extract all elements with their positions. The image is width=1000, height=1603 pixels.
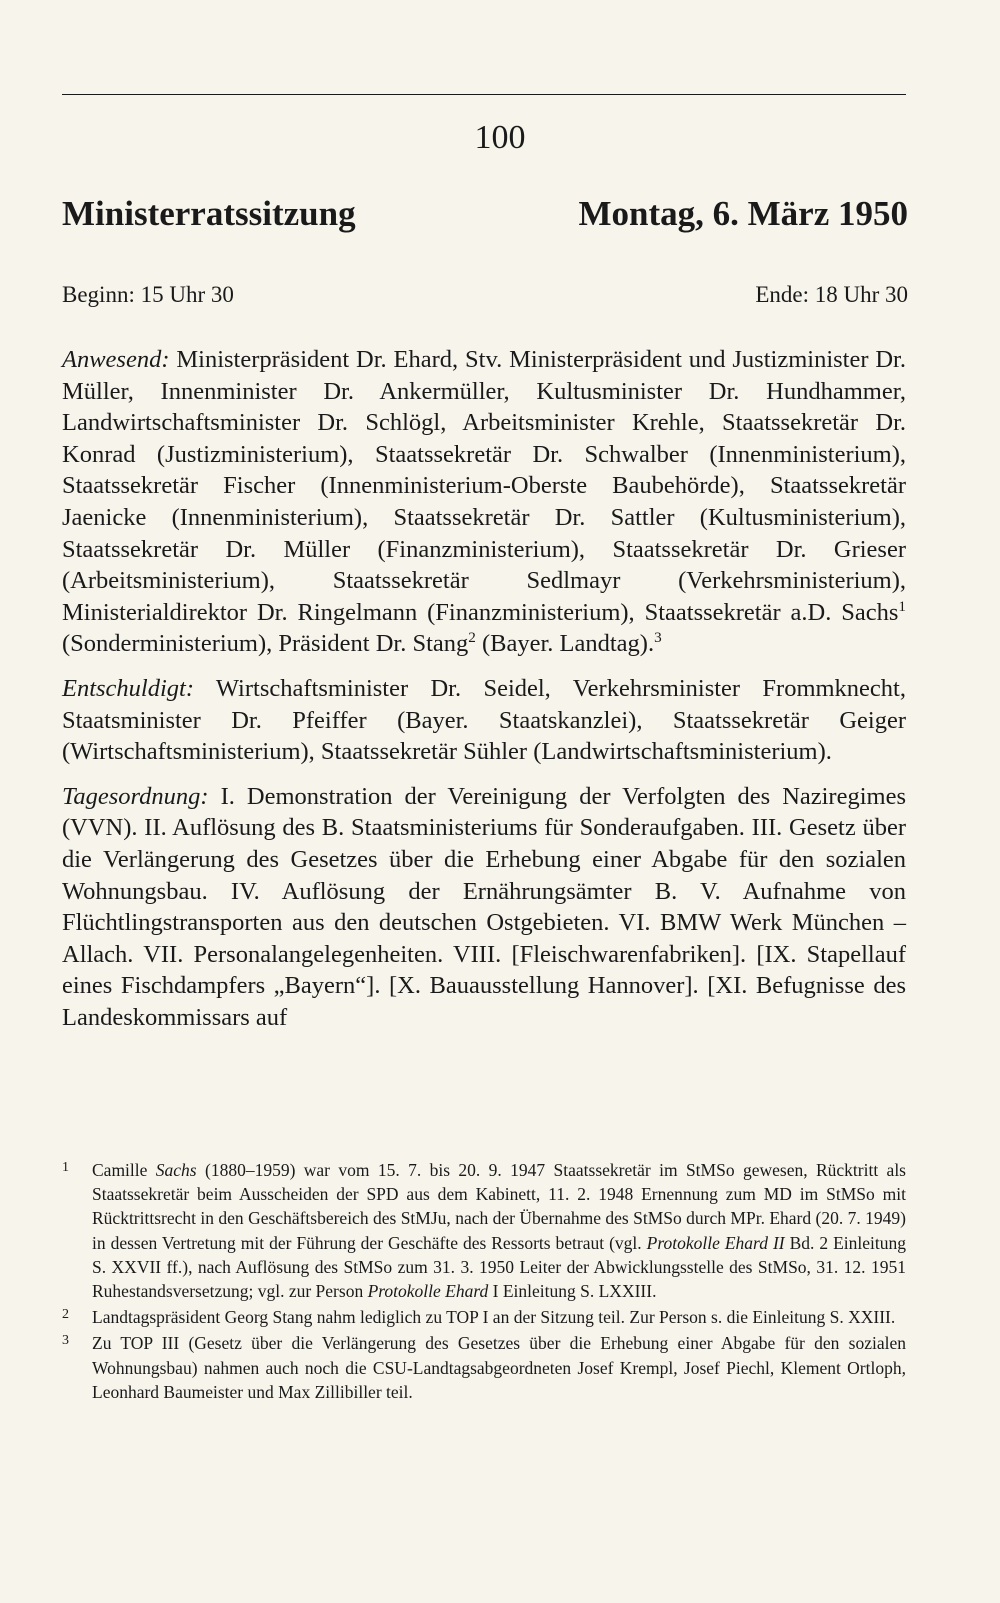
agenda-paragraph — [62, 781, 906, 1034]
footnote-part: Landtagspräsident Georg Stang nahm lediglich zu TOP I an der Sitzung teil. Zur Person s. die Einleitung S. XXIII. — [92, 1307, 896, 1328]
attendance-text-3: (Bayer. Landtag). — [475, 630, 655, 658]
agenda-text: I. Demonstration der Vereinigung der Verfolgten des Naziregimes (VVN). II. Auflösung des B. Staatsministeriums für Sonderaufgaben. III. Gesetz über die Verlängerung des Gesetzes über die Erhebung einer Abgabe für den sozialen Wohnungsbau. IV. Auflösung der Ernährungsämter B. V. Aufnahme von Flüchtlingstransporten aus den deutschen Ostgebieten. VI. BMW Werk München – Allach. VII. Personalangelegenheiten. VIII. [Fleischwarenfabriken]. [IX. Stapellauf eines Fischdampfers „Bayern“]. [X. Bauausstellung Hannover]. [XI. Befugnisse des Landeskommissars auf — [62, 782, 906, 1031]
footnotes — [62, 1158, 906, 1406]
attendance-paragraph — [62, 344, 906, 660]
footnote-ref-2[interactable]: 2 — [468, 629, 476, 647]
excused-label: Entschuldigt: — [62, 674, 195, 702]
footnote-part: Bd. 2 Einleitung S. XXVII ff.), nach Auflösung des StMSo zum 31. 3. 1950 Leiter der Abwicklungsstelle des StMSo, 31. 12. 1951 Ruhestandsversetzung; vgl. zur Person — [92, 1232, 906, 1302]
footnote-part-italic: Sachs — [155, 1160, 197, 1180]
footnote-ref-1[interactable]: 1 — [898, 597, 906, 615]
attendance-text-2: (Sonderministerium), Präsident Dr. Stang — [62, 630, 469, 658]
header-rule — [62, 94, 906, 95]
body-text — [62, 344, 906, 1046]
footnote-part: (1880–1959) war vom 15. 7. bis 20. 9. 1947 Staatssekretär im StMSo gewesen, Rücktritt als Staatssekretär beim Ausscheiden der SPD aus dem Kabinett, 11. 2. 1948 Ernennung zum MD im StMSo mit Rücktrittsrecht in den Geschäftsbereich des StMJu, nach der Übernahme des StMSo durch MPr. Ehard (20. 7. 1949) in dessen Vertretung mit der Führung der Geschäfte des Ressorts betraut (vgl. — [92, 1160, 906, 1253]
agenda-label: Tagesordnung: — [62, 782, 209, 810]
footnote-marker: 1 — [62, 1160, 69, 1175]
footnote-3 — [62, 1331, 906, 1404]
footnote-part-italic: Protokolle Ehard — [367, 1281, 489, 1302]
footnote-marker: 3 — [62, 1333, 69, 1349]
footnote-ref-3[interactable]: 3 — [654, 629, 662, 647]
footnote-part: Zu TOP III (Gesetz über die Verlängerung des Gesetzes über die Erhebung einer Abgabe für den sozialen Wohnungsbau) nahmen auch noch die CSU-Landtagsabgeordneten Josef Krempl, Josef Piechl, Klement Ortloph, Leonhard Baumeister und Max Zillibiller teil. — [92, 1333, 906, 1402]
footnote-2 — [62, 1305, 906, 1329]
footnote-part-italic: Protokolle Ehard II — [646, 1232, 785, 1253]
attendance-text-1: Ministerpräsident Dr. Ehard, Stv. Ministerpräsident und Justizminister Dr. Müller, Innenminister Dr. Ankermüller, Kultusminister Dr. Hundhammer, Landwirtschaftsminister Dr. Schlögl, Arbeitsminister Krehle, Staatssekretär Dr. Konrad (Justizministerium), Staatssekretär Dr. Schwalber (Innenministerium), Staatssekretär Fischer (Innenministerium-Oberste Baubehörde), Staatssekretär Jaenicke (Innenministerium), Staatssekretär Dr. Sattler (Kultusministerium), Staatssekretär Dr. Müller (Finanzministerium), Staatssekretär Dr. Grieser (Arbeitsministerium), Staatssekretär Sedlmayr (Verkehrsministerium), Ministerialdirektor Dr. Ringelmann (Finanzministerium), Staatssekretär a.D. Sachs — [62, 346, 906, 626]
footnote-part: Camille — [92, 1160, 156, 1180]
session-title: Ministerratssitzung — [62, 194, 356, 233]
excused-paragraph — [62, 673, 906, 768]
page-number: 100 — [474, 119, 526, 156]
session-end: Ende: 18 Uhr 30 — [755, 282, 908, 307]
session-date: Montag, 6. März 1950 — [578, 194, 908, 233]
footnote-marker: 2 — [62, 1307, 69, 1323]
excused-text: Wirtschaftsminister Dr. Seidel, Verkehrsminister Frommknecht, Staatsminister Dr. Pfeiffer (Bayer. Staatskanzlei), Staatssekretär Geiger (Wirtschaftsministerium), Staatssekretär Sühler (Landwirtschaftsministerium). — [62, 674, 906, 766]
footnote-1 — [62, 1158, 906, 1303]
attendance-label: Anwesend: — [62, 346, 170, 373]
session-begin: Beginn: 15 Uhr 30 — [62, 282, 234, 307]
footnote-part: I Einleitung S. LXXIII. — [488, 1281, 657, 1302]
